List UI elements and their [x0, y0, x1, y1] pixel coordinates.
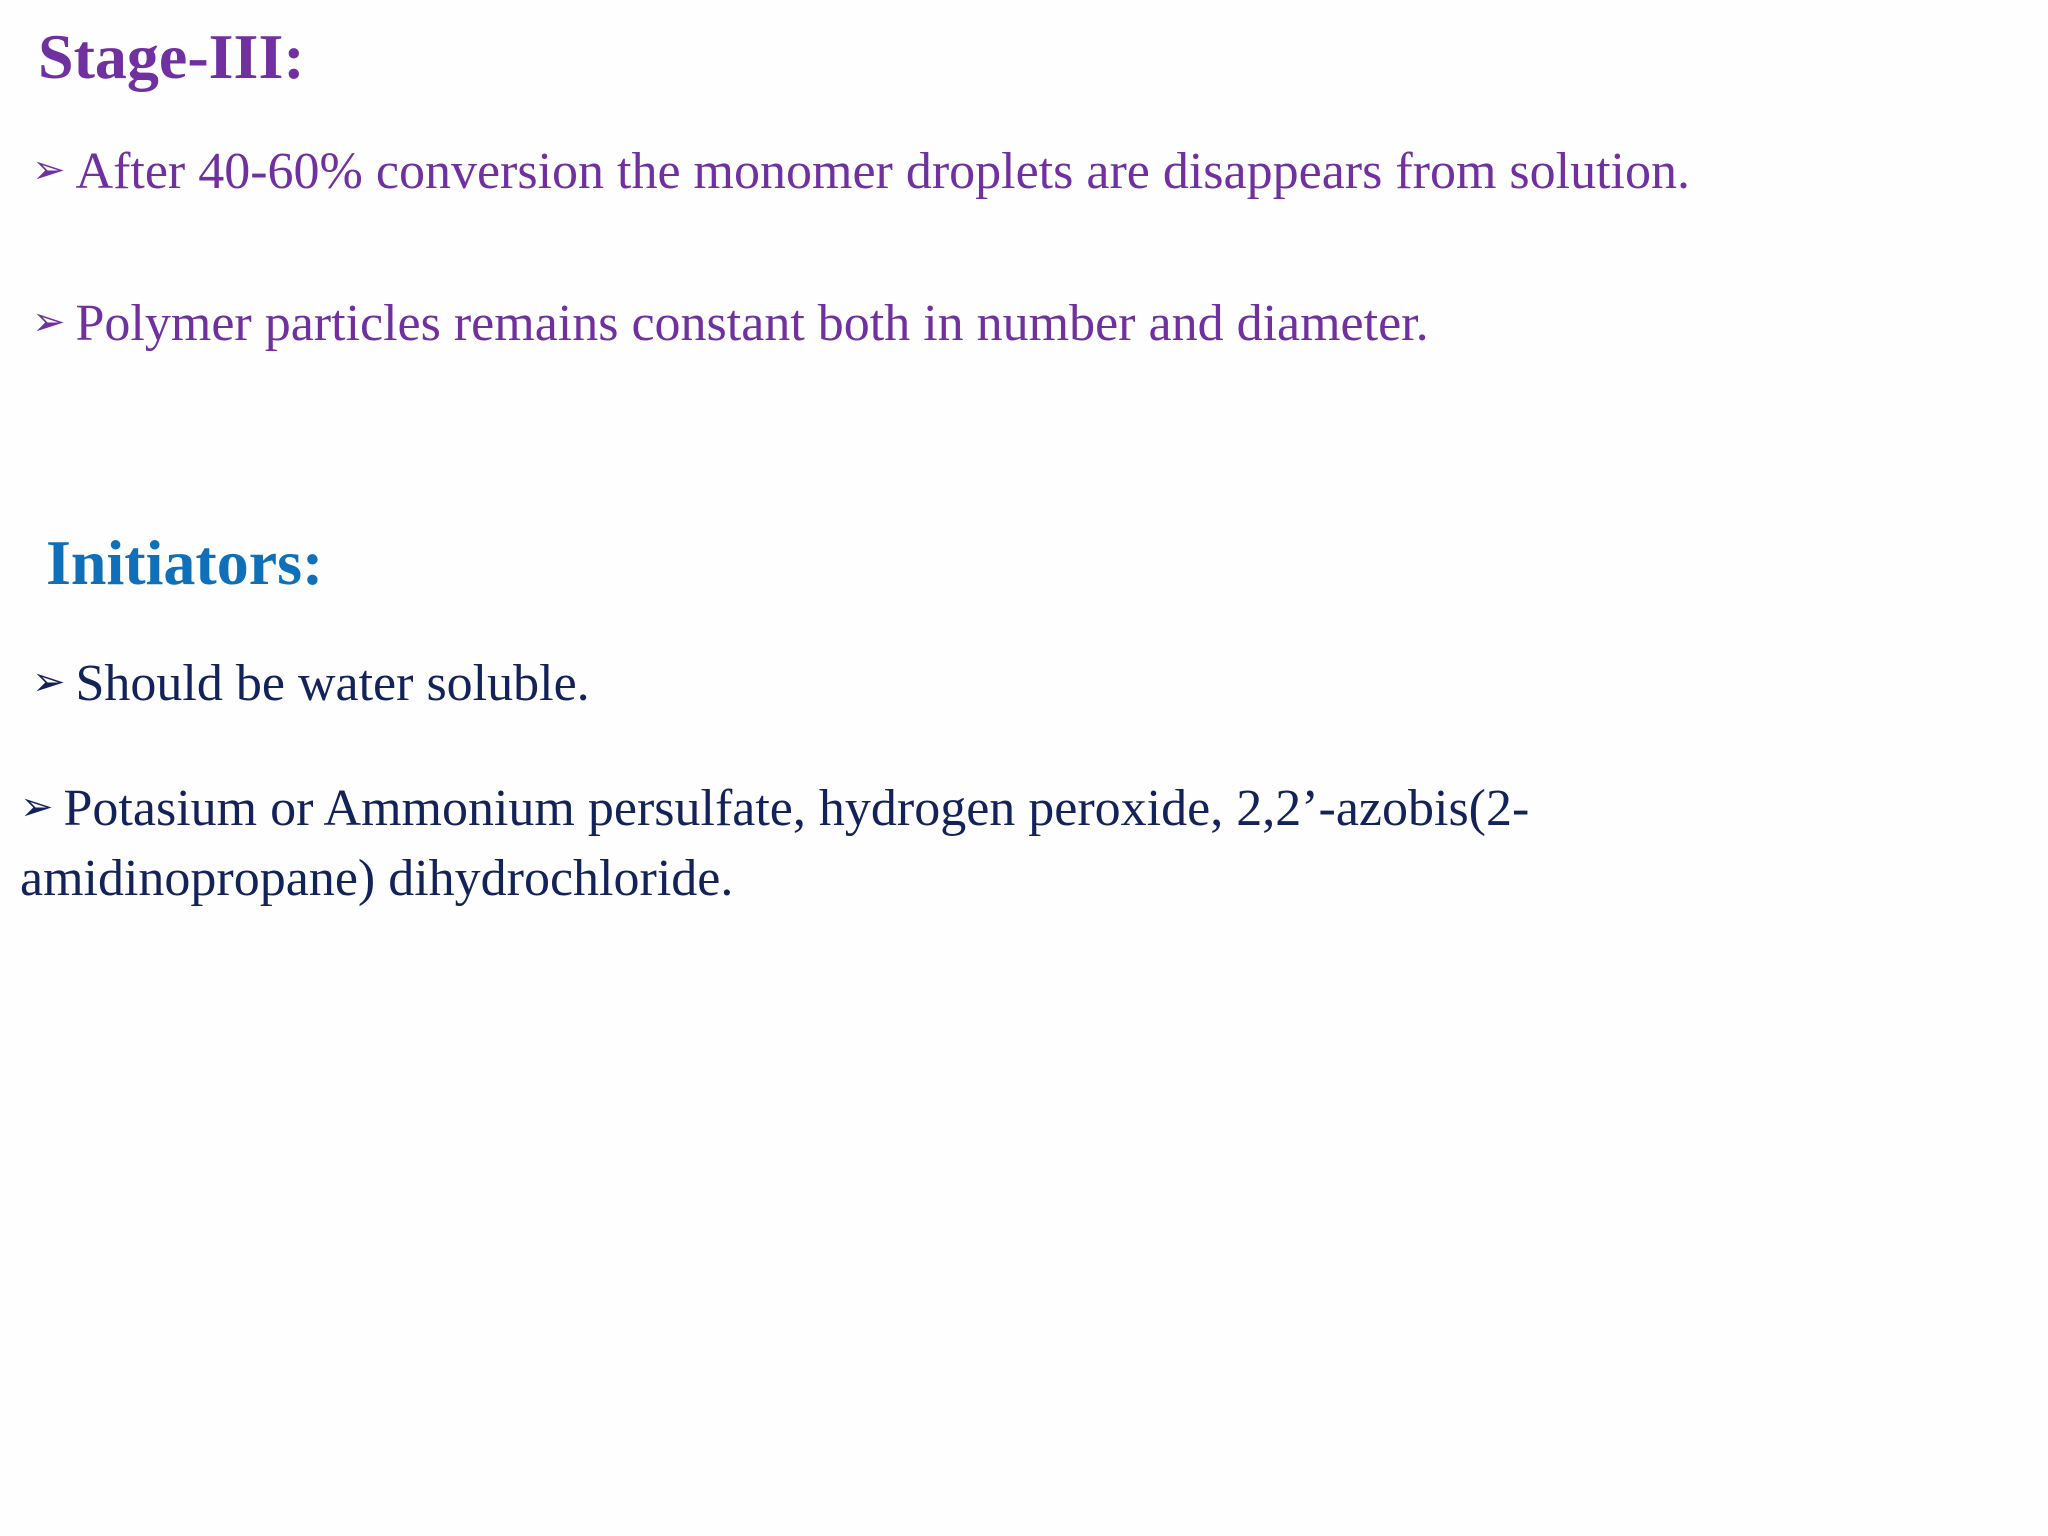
- initiators-heading: Initiators:: [46, 527, 324, 598]
- arrow-bullet-icon: ➢: [32, 659, 66, 705]
- stage-bullet-2-text: Polymer particles remains constant both in number and diameter.: [75, 295, 1429, 352]
- arrow-bullet-icon: ➢: [32, 299, 66, 345]
- initiators-bullet-2: [20, 774, 1820, 914]
- initiators-bullet-1: [32, 650, 590, 718]
- stage-bullet-2: [32, 290, 1429, 358]
- stage-bullet-1-text: After 40-60% conversion the monomer droplets are disappears from solution.: [75, 143, 1690, 200]
- initiators-bullet-2-text: Potasium or Ammonium persulfate, hydrogen peroxide, 2,2’-azobis(2-amidinopropane) dihydrochloride.: [20, 780, 1530, 908]
- initiators-bullet-1-text: Should be water soluble.: [75, 655, 590, 712]
- stage-heading: Stage-III:: [38, 21, 305, 92]
- arrow-bullet-icon: ➢: [32, 147, 66, 193]
- arrow-bullet-icon: ➢: [20, 784, 54, 830]
- stage-bullet-1: [32, 138, 1690, 206]
